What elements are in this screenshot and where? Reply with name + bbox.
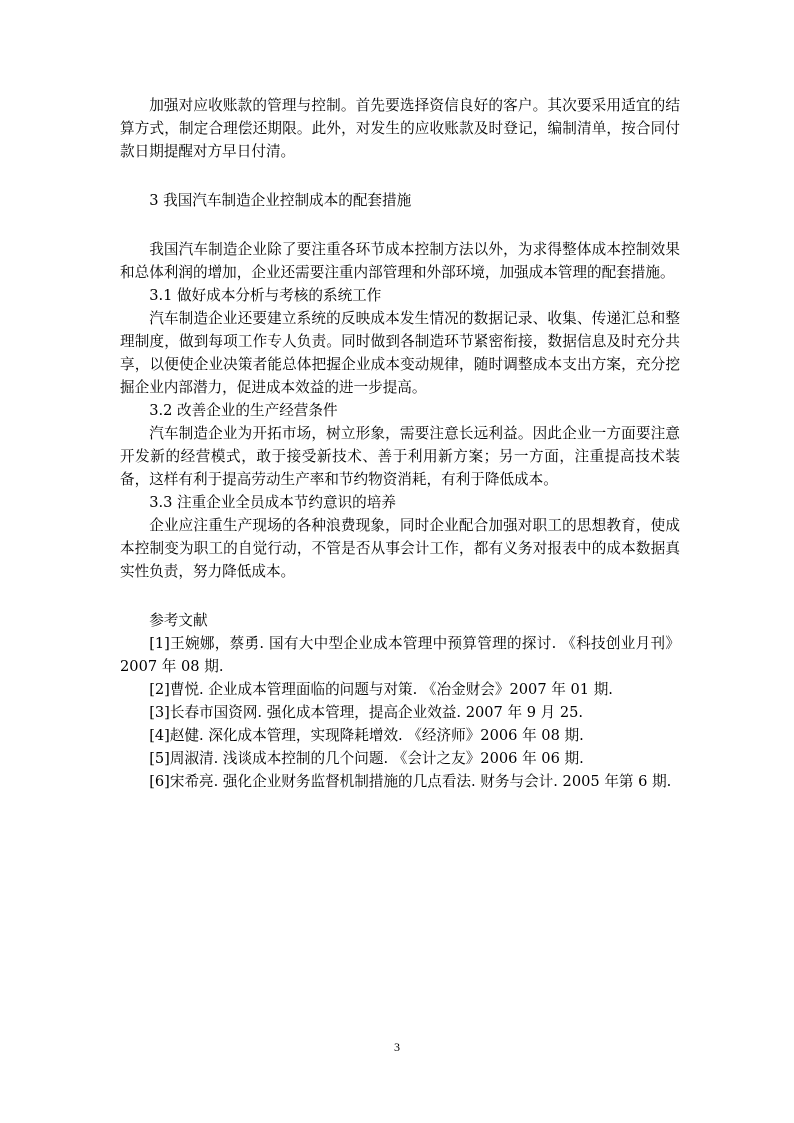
section-3-title: 3 我国汽车制造企业控制成本的配套措施 [149,192,412,209]
page-content [120,94,680,793]
spacer [120,212,680,238]
subsection-3-1-title: 3.1 做好成本分析与考核的系统工作 [149,287,382,304]
section-3-intro: 我国汽车制造企业除了要注重各环节成本控制方法以外，为求得整体成本控制效果和总体利润的增加，企业还需要注重内部管理和外部环境，加强成本管理的配套措施。 [120,241,680,281]
page-number: 3 [394,1040,400,1054]
intro-paragraph: 加强对应收账款的管理与控制。首先要选择资信良好的客户。其次要采用适宜的结算方式，制定合理偿还期限。此外，对发生的应收账款及时登记，编制清单，按合同付款日期提醒对方早日付清。 [120,97,680,160]
reference-item: [1]王婉娜，蔡勇. 国有大中型企业成本管理中预算管理的探讨. 《科技创业月刊》2007 年 08 期. [120,635,680,675]
reference-item: [3]长春市国资网. 强化成本管理，提高企业效益. 2007 年 9 月 25. [149,704,584,721]
spacer [120,163,680,189]
spacer [120,583,680,609]
reference-item: [2]曹悦. 企业成本管理面临的问题与对策. 《冶金财会》2007 年 01 期. [149,681,613,698]
subsection-3-3-title: 3.3 注重企业全员成本节约意识的培养 [149,494,396,511]
subsection-3-2-body: 汽车制造企业为开拓市场，树立形象，需要注意长远利益。因此企业一方面要注意开发新的经营模式，敢于接受新技术、善于利用新方案；另一方面，注重提高技术装备，这样有利于提高劳动生产率和节约物资消耗，有利于降低成本。 [120,425,680,488]
subsection-3-3-body: 企业应注重生产现场的各种浪费现象，同时企业配合加强对职工的思想教育，使成本控制变为职工的自觉行动，不管是否从事会计工作，都有义务对报表中的成本数据真实性负责，努力降低成本。 [120,517,680,580]
reference-item: [6]宋希亮. 强化企业财务监督机制措施的几点看法. 财务与会计. 2005 年第 6 期. [149,773,672,790]
references-title: 参考文献 [149,612,208,629]
reference-item: [5]周淑清. 浅谈成本控制的几个问题. 《会计之友》2006 年 06 期. [149,750,584,767]
subsection-3-1-body: 汽车制造企业还要建立系统的反映成本发生情况的数据记录、收集、传递汇总和整理制度，做到每项工作专人负责。同时做到各制造环节紧密衔接，数据信息及时充分共享，以便使企业决策者能总体把握企业成本变动规律，随时调整成本支出方案，充分挖掘企业内部潜力，促进成本效益的进一步提高。 [120,310,680,396]
subsection-3-2-title: 3.2 改善企业的生产经营条件 [149,402,338,419]
reference-item: [4]赵健. 深化成本管理，实现降耗增效. 《经济师》2006 年 08 期. [149,727,584,744]
references-section [120,609,680,793]
